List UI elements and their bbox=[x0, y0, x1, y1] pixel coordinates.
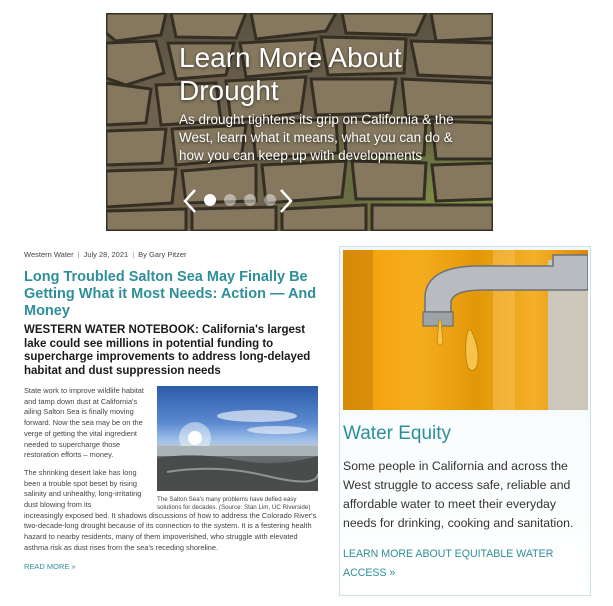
carousel-next-button[interactable] bbox=[276, 188, 296, 214]
article-paragraph-2-lead: The shrinking desert lake has long been a trouble spot beset by rising salinity and unhealthy, long-irritating dust blowing from its bbox=[24, 467, 142, 510]
carousel-controls bbox=[180, 186, 310, 216]
article-category[interactable]: Western Water bbox=[24, 250, 74, 259]
card-title: Water Equity bbox=[343, 423, 452, 444]
water-equity-card bbox=[339, 246, 591, 596]
article-paragraph-1: State work to improve wildlife habitat and tamp down dust at California's ailing Salton Sea is finally moving forward. Now the sea may be on the verge of getting the vital ingredient needed to supercharge those restoration efforts – money. bbox=[24, 386, 144, 460]
carousel-dot-1[interactable] bbox=[204, 194, 216, 206]
chevron-left-icon bbox=[180, 188, 200, 214]
article-date: July 28, 2021 bbox=[83, 250, 129, 259]
meta-separator: | bbox=[77, 250, 80, 259]
carousel-dots bbox=[204, 194, 276, 206]
photo-caption: The Salton Sea's many problems have defied easy solutions for decades. (Source: Stan Lim, UC Riverside) bbox=[157, 496, 311, 511]
salton-sea-image bbox=[157, 386, 318, 491]
salton-sea-photo bbox=[157, 386, 318, 491]
article-figure bbox=[157, 386, 322, 512]
card-description: Some people in California and across the West struggle to access safe, reliable and affordable water to meet their everyday needs for drinking, cooking and sanitation. bbox=[343, 459, 574, 530]
article-body bbox=[24, 386, 322, 606]
meta-separator: | bbox=[132, 250, 135, 259]
article-paragraph-2-rest: increasingly exposed bed. It shadows discussions of how to address the Colorado River's two-decade-long drought because of its connection to the system. It is a festering health hazard to nearby residents, many of them impoverished, who struggle with elevated asthma risk as dust rises from the sea's receding shoreline. bbox=[24, 510, 317, 552]
carousel-dot-2[interactable] bbox=[224, 194, 236, 206]
carousel-dot-3[interactable] bbox=[244, 194, 256, 206]
article-meta bbox=[24, 250, 322, 260]
article-byline: By Gary Pitzer bbox=[138, 250, 187, 259]
chevron-right-icon bbox=[276, 188, 296, 214]
equitable-water-access-link[interactable]: LEARN MORE ABOUT EQUITABLE WATER ACCESS » bbox=[343, 548, 554, 579]
article-deck: WESTERN WATER NOTEBOOK: California's largest lake could see millions in potential funding to supercharge improvements to address long-delayed habitat and dust suppression needs bbox=[24, 324, 311, 377]
drought-hero-carousel[interactable] bbox=[106, 13, 493, 231]
faucet-image bbox=[343, 250, 588, 410]
hero-title: Learn More About Drought bbox=[179, 42, 402, 106]
hero-description: As drought tightens its grip on California & the West, learn what it means, what you can do & how you can keep up with developments bbox=[179, 112, 454, 163]
carousel-prev-button[interactable] bbox=[180, 188, 200, 214]
faucet-photo bbox=[343, 250, 588, 410]
featured-article bbox=[24, 250, 322, 606]
carousel-dot-4[interactable] bbox=[264, 194, 276, 206]
article-headline[interactable]: Long Troubled Salton Sea May Finally Be Getting What it Most Needs: Action — And Money bbox=[24, 269, 317, 319]
read-more-link[interactable]: READ MORE » bbox=[24, 561, 76, 571]
